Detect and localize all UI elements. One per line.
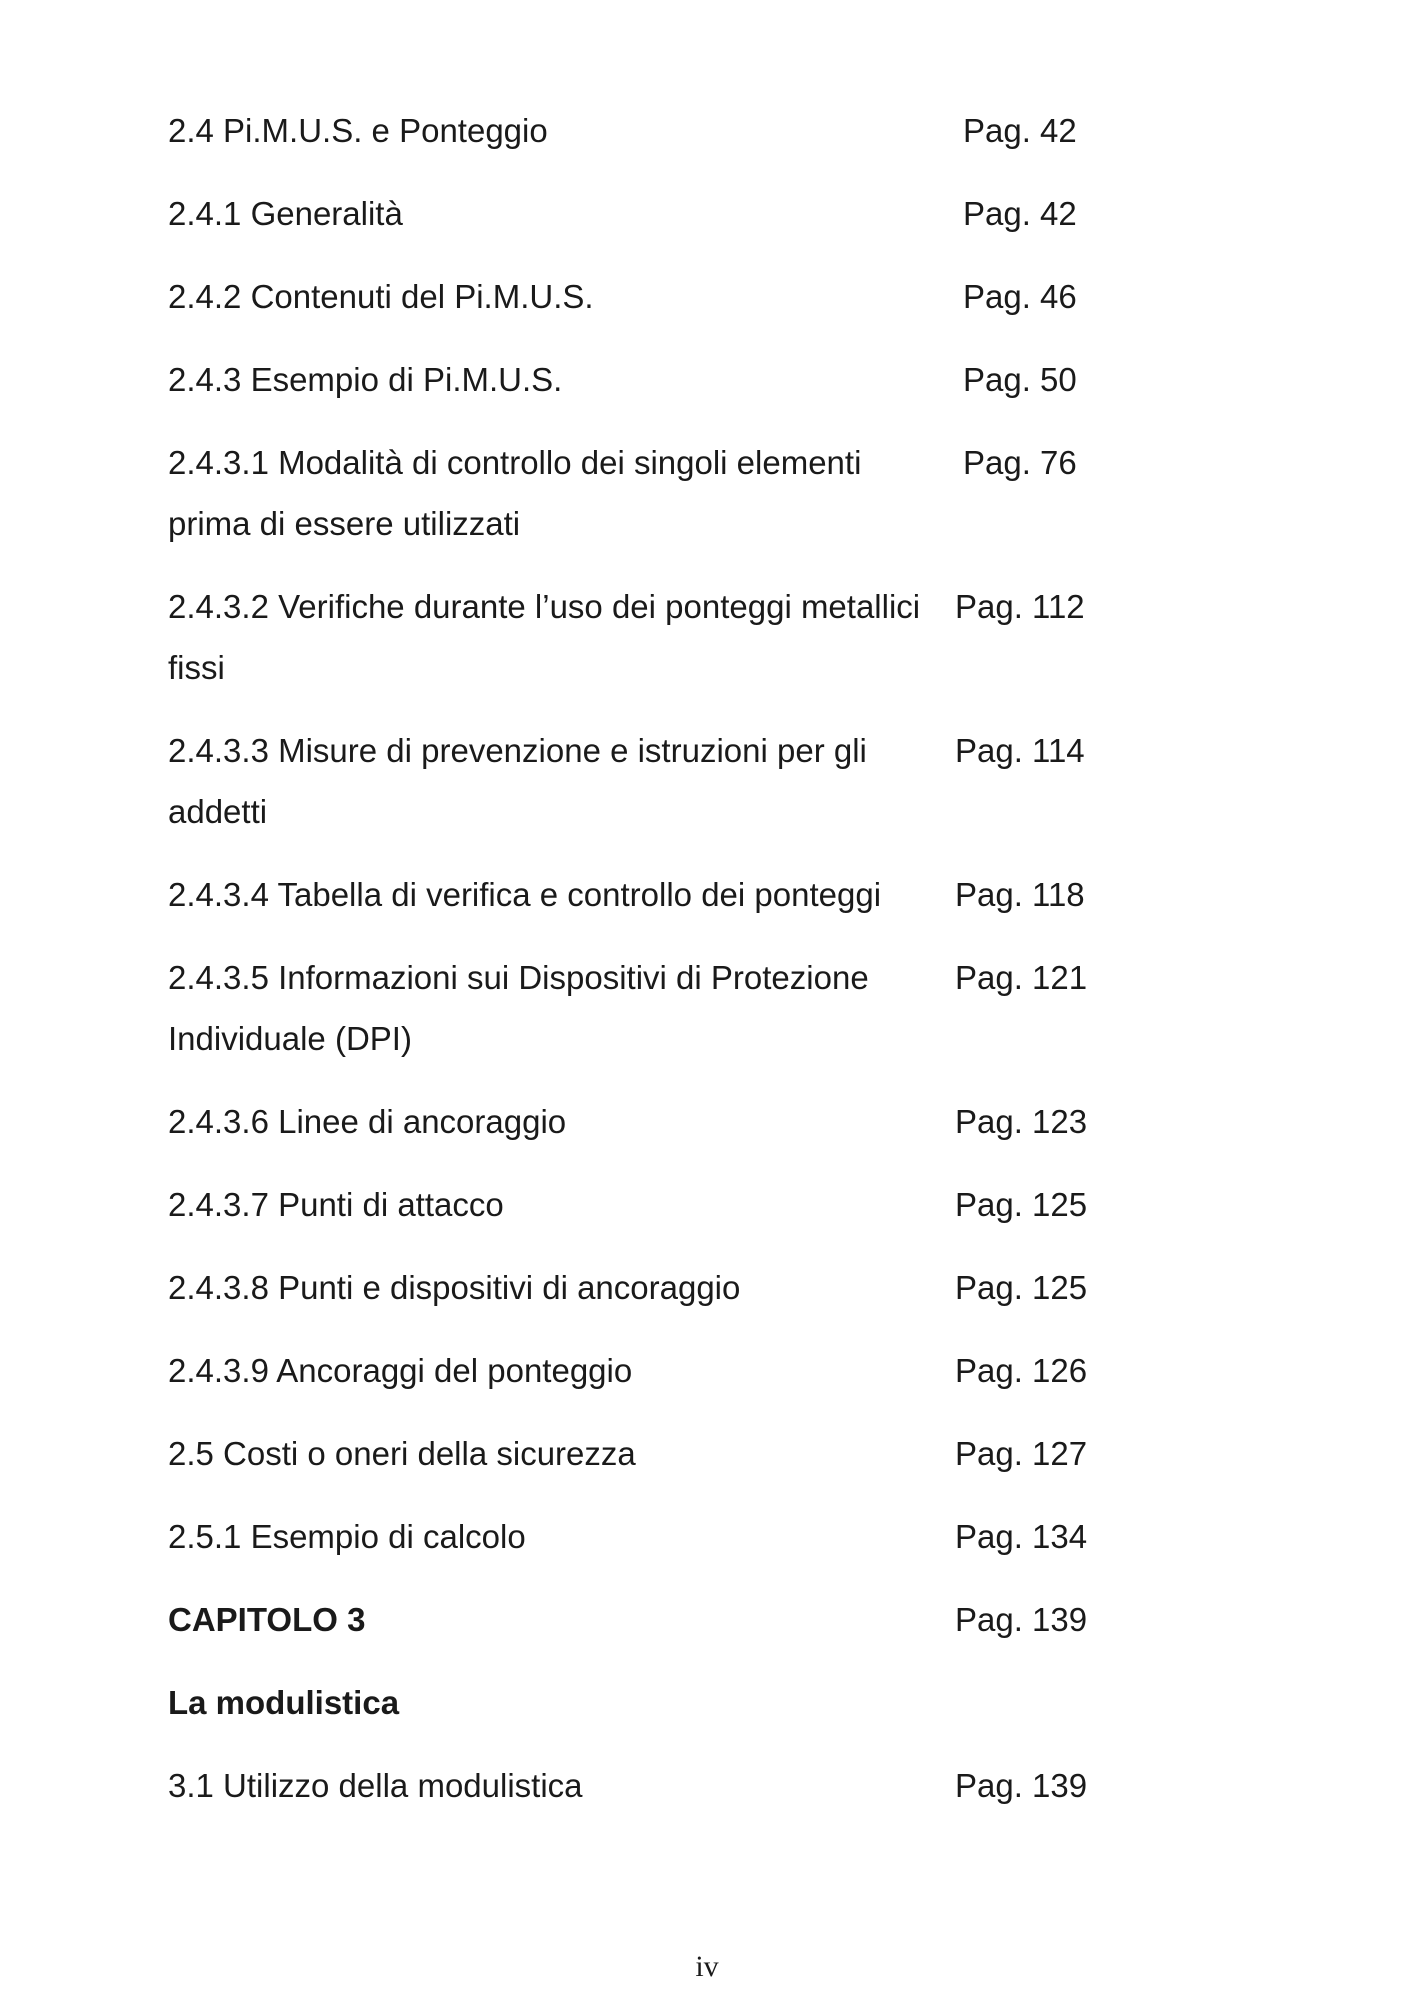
toc-entry-title: 2.4.3.3 Misure di prevenzione e istruzioni per gli addetti [168,732,867,830]
toc-entry-page: Pag. 42 [963,112,1077,149]
toc-entry [168,864,1168,925]
toc-entry-title: 2.4.3.7 Punti di attacco [168,1186,504,1223]
toc-entry-title: 2.4.3 Esempio di Pi.M.U.S. [168,361,563,398]
toc-entry-page: Pag. 114 [955,732,1085,769]
toc-entry-page: Pag. 127 [955,1435,1088,1472]
toc-entry [168,1174,1168,1235]
toc-entry [168,1423,1168,1484]
toc-entry-page: Pag. 46 [963,278,1077,315]
page-number: iv [695,1950,719,1983]
toc-entry [168,432,1168,554]
toc-entry-title: 2.4.3.5 Informazioni sui Dispositivi di Protezione Individuale (DPI) [168,959,869,1057]
toc-entry-title: 2.4.3.2 Verifiche durante l’uso dei ponteggi metallici fissi [168,588,921,686]
toc-entry-page: Pag. 76 [963,444,1077,481]
toc-entry-title: 2.5.1 Esempio di calcolo [168,1518,526,1555]
toc-entry-page: Pag. 125 [955,1269,1088,1306]
toc-entry-page: Pag. 118 [955,876,1085,913]
toc-entry [168,1755,1168,1816]
toc-entry [168,1091,1168,1152]
toc-chapter-subtitle-text: La modulistica [168,1684,400,1721]
toc-chapter-subtitle [168,1672,1168,1733]
toc-entry-page: Pag. 139 [955,1767,1088,1804]
toc-entry [168,720,1168,842]
toc-entry-title: 2.4.3.6 Linee di ancoraggio [168,1103,567,1140]
toc-entry [168,947,1168,1069]
toc-entry [168,1257,1168,1318]
toc-chapter-heading [168,1589,1168,1650]
toc-chapter-title: CAPITOLO 3 [168,1601,366,1638]
toc-entry-title: 2.4.1 Generalità [168,195,403,232]
toc-entry-page: Pag. 134 [955,1518,1088,1555]
toc-entry-title: 2.4.3.9 Ancoraggi del ponteggio [168,1352,633,1389]
toc-entry [168,100,1168,161]
toc-entry-page: Pag. 112 [955,588,1085,625]
toc-entry-page: Pag. 125 [955,1186,1088,1223]
toc-entry-title: 2.4.3.8 Punti e dispositivi di ancoraggio [168,1269,741,1306]
toc-entry-title: 3.1 Utilizzo della modulistica [168,1767,583,1804]
toc-entry-page: Pag. 123 [955,1103,1088,1140]
toc-entry [168,1506,1168,1567]
toc-entry-page: Pag. 139 [955,1601,1088,1638]
toc-entry-title: 2.5 Costi o oneri della sicurezza [168,1435,636,1472]
toc-entry-page: Pag. 50 [963,361,1077,398]
toc-entry-page: Pag. 42 [963,195,1077,232]
toc-entry-title: 2.4.2 Contenuti del Pi.M.U.S. [168,278,594,315]
toc-entry-title: 2.4 Pi.M.U.S. e Ponteggio [168,112,548,149]
toc-entry [168,1340,1168,1401]
toc-entry [168,349,1168,410]
toc-entry [168,576,1168,698]
toc-entry-title: 2.4.3.4 Tabella di verifica e controllo dei ponteggi [168,876,882,913]
toc-entry [168,183,1168,244]
toc-entry [168,266,1168,327]
table-of-contents [168,100,1168,1816]
toc-entry-page: Pag. 126 [955,1352,1088,1389]
toc-entry-title: 2.4.3.1 Modalità di controllo dei singoli elementi prima di essere utilizzati [168,444,862,542]
toc-entry-page: Pag. 121 [955,959,1088,996]
